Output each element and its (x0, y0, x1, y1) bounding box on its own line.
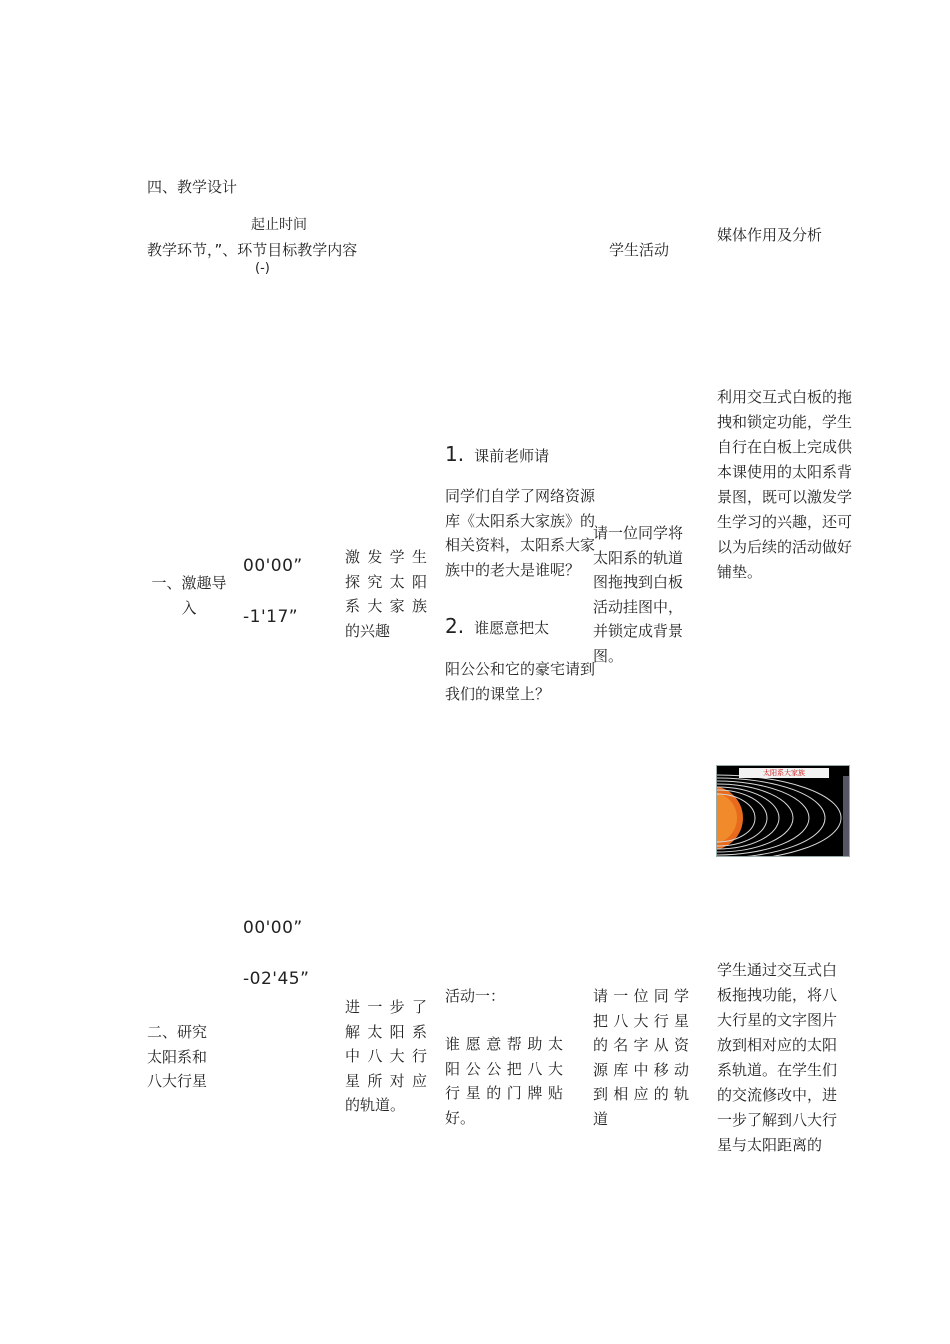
row1-item2-heading (445, 614, 595, 638)
row1-time-end: -1'17” (243, 607, 299, 627)
goal-line: 的轨道。 (345, 1096, 406, 1114)
row2-content (445, 1032, 563, 1130)
row2-time-end: -02'45” (243, 969, 310, 989)
goal-line: 系大家族 (345, 597, 427, 615)
content-line: 好。 (445, 1108, 476, 1127)
activity-line: 请一位同学 (593, 987, 689, 1005)
goal-line: 的兴趣 (345, 621, 391, 640)
row1-item2-text: 阳公公和它的豪宅请到我们的课堂上？ (445, 660, 596, 703)
header-time-label: 起止时间 (251, 217, 307, 233)
header-activity: 学生活动 (609, 241, 670, 259)
item-number: 2. (445, 614, 465, 638)
row2-time-start: 00'00” (243, 918, 303, 938)
row2-goal (345, 995, 427, 1118)
row2-activity (593, 984, 689, 1131)
goal-line: 探究太阳 (345, 572, 427, 591)
activity-line: 的名字从资 (593, 1036, 689, 1054)
goal-line: 进一步了 (345, 998, 427, 1016)
row2-content-title: 活动一： (445, 987, 506, 1005)
content-line: 谁愿意帮助太 (445, 1035, 563, 1053)
goal-line: 星所对应 (345, 1071, 427, 1090)
row1-item1-text: 同学们自学了网络资源库《太阳系大家族》的相关资料，太阳系大家族中的老大是谁呢？ (445, 487, 596, 579)
activity-line: 源库中移动 (593, 1060, 689, 1079)
row1-item1-heading (445, 442, 595, 466)
content-line: 阳公公把八大 (445, 1059, 563, 1078)
section-title: 四、教学设计 (147, 178, 238, 196)
item-lead: 课前老师请 (474, 447, 550, 465)
row2-media: 学生通过交互式白板拖拽功能，将八大行星的文字图片放到相对应的太阳系轨道。在学生们的交流修改中，进一步了解到八大行星与太阳距离的 (717, 961, 838, 1154)
row1-stage: 一、激趣导入 (151, 574, 227, 617)
goal-line: 解太阳系 (345, 1022, 427, 1041)
header-paren: (-) (255, 261, 270, 276)
thumbnail-title: 太阳系大家族 (739, 768, 829, 778)
row1-goal (345, 545, 427, 643)
goal-line: 激发学生 (345, 548, 427, 566)
item-number: 1. (445, 442, 465, 466)
row1-media: 利用交互式白板的拖拽和锁定功能，学生自行在白板上完成供本课使用的太阳系背景图，既可以激发学生学习的兴趣，还可以为后续的活动做好铺垫。 (717, 388, 853, 581)
activity-line: 把八大行星 (593, 1011, 689, 1030)
stage-line: 二、研究 (147, 1023, 208, 1041)
row2-stage (147, 1020, 217, 1094)
goal-line: 中八大行 (345, 1047, 427, 1065)
header-main-label: 教学环节，”、环节目标教学内容 (147, 241, 358, 259)
activity-line: 到相应的轨 (593, 1085, 689, 1103)
stage-line: 太阳系和 (147, 1047, 208, 1066)
orbit-diagram (717, 766, 849, 856)
row1-time-start: 00'00” (243, 556, 303, 576)
solar-system-thumbnail (716, 765, 850, 857)
header-media: 媒体作用及分析 (717, 226, 823, 244)
stage-line: 八大行星 (147, 1072, 208, 1090)
content-line: 行星的门牌贴 (445, 1084, 563, 1102)
activity-line: 道 (593, 1109, 609, 1128)
item-lead: 谁愿意把太 (474, 619, 550, 637)
row1-activity: 请一位同学将太阳系的轨道图拖拽到白板活动挂图中，并锁定成背景图。 (593, 524, 684, 665)
